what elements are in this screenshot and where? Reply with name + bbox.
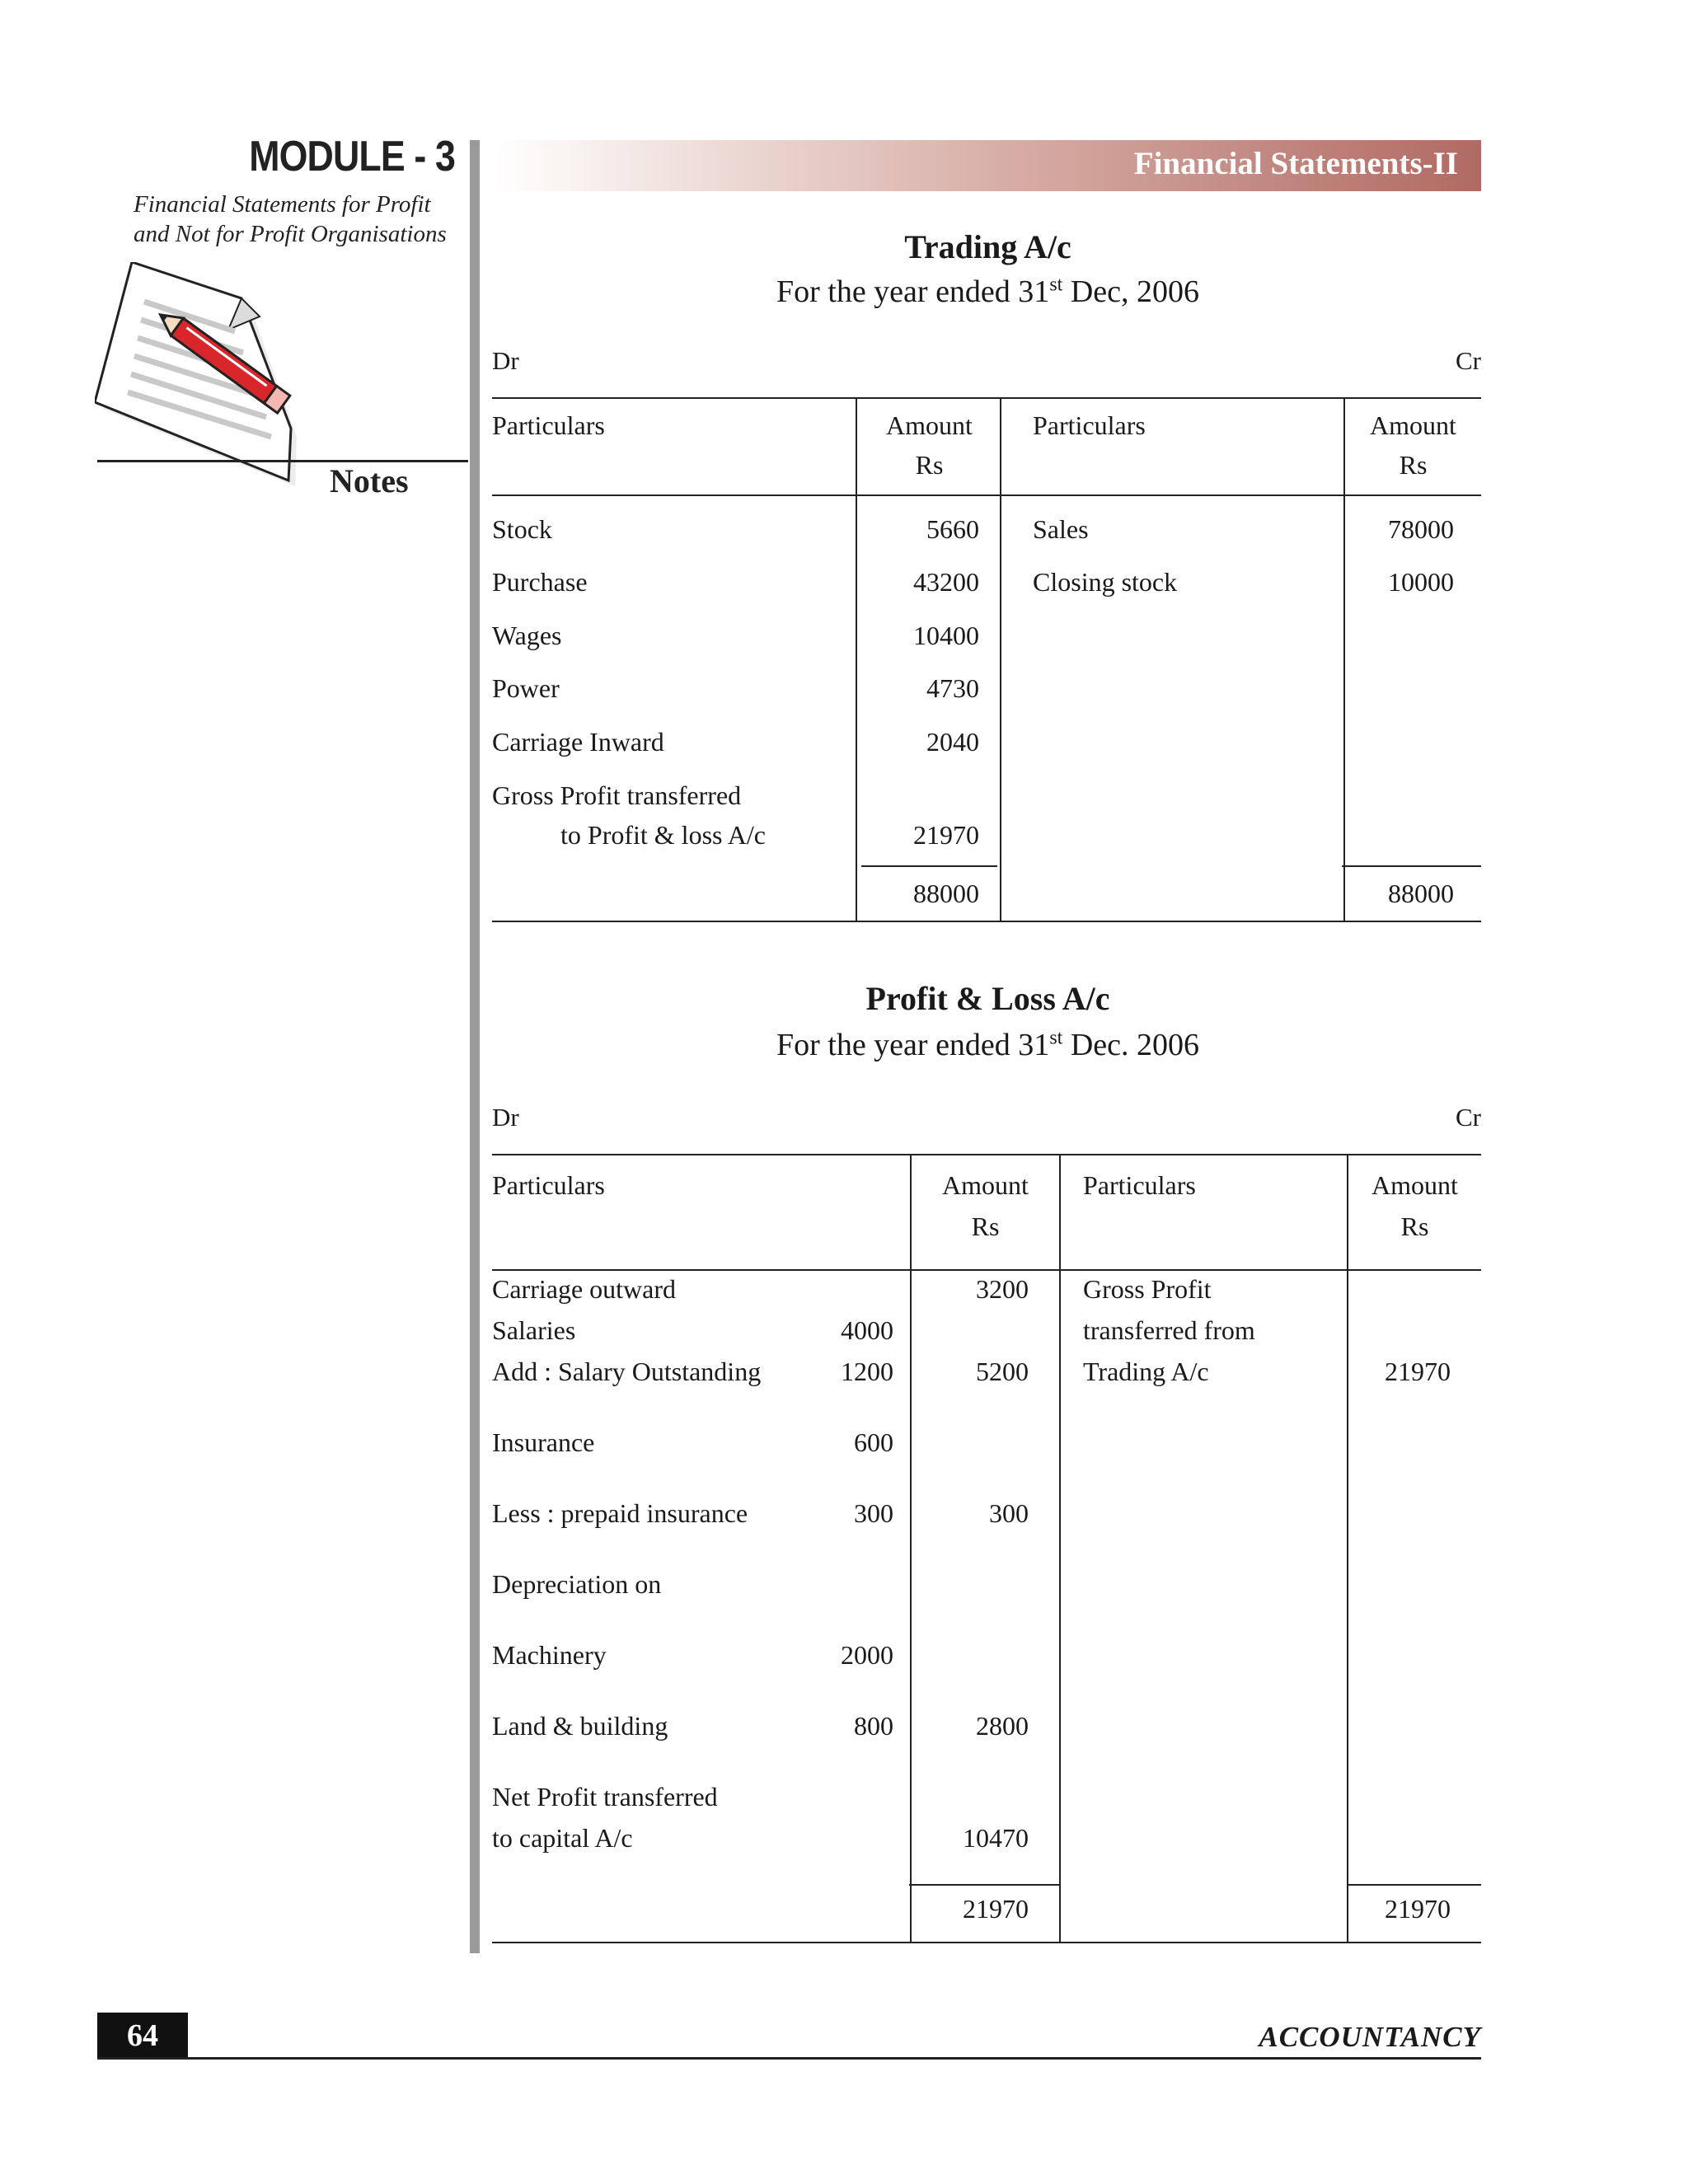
pnl-dr-label: Depreciation on xyxy=(492,1569,662,1599)
pnl-cr-label: Gross Profit xyxy=(1083,1274,1212,1304)
pnl-dr-label: to capital A/c xyxy=(492,1823,633,1853)
pnl-dr-inner: 600 xyxy=(854,1427,893,1457)
pnl-bottom-rule xyxy=(492,1942,1481,1943)
pnl-dr-amount: 3200 xyxy=(976,1274,1029,1304)
trading-dr-amount: 4730 xyxy=(926,673,979,703)
module-subtitle-line-2: and Not for Profit Organisations xyxy=(134,221,447,247)
page-number: 64 xyxy=(97,2013,188,2059)
trading-dr-label: Wages xyxy=(492,621,562,650)
pnl-debit-total: 21970 xyxy=(963,1894,1029,1924)
trading-cr-label: Sales xyxy=(1033,514,1089,544)
trading-dr-amount: 2040 xyxy=(926,727,979,757)
pnl-dr-inner: 1200 xyxy=(841,1357,893,1386)
trading-dr-amount: 5660 xyxy=(926,514,979,544)
pnl-col-divider-3 xyxy=(1347,1154,1348,1943)
pnl-cr-label: Cr xyxy=(1456,1103,1481,1132)
pnl-cr-label: Trading A/c xyxy=(1083,1357,1209,1386)
trading-cr-amount: 78000 xyxy=(1388,514,1454,544)
pnl-cr-label: transferred from xyxy=(1083,1315,1255,1345)
module-title: MODULE - 3 xyxy=(249,133,455,180)
pnl-header-rs-cr: Rs xyxy=(1400,1212,1429,1241)
trading-header-amount-dr: Amount xyxy=(886,410,973,440)
trading-credit-total: 88000 xyxy=(1388,879,1454,908)
pnl-dr-label: Add : Salary Outstanding xyxy=(492,1357,762,1386)
pnl-subtitle-post: Dec. 2006 xyxy=(1062,1028,1200,1062)
trading-header-particulars-dr: Particulars xyxy=(492,410,605,440)
pnl-header-rule xyxy=(492,1269,1481,1271)
pnl-dr-label: Machinery xyxy=(492,1640,607,1670)
trading-header-rs-cr: Rs xyxy=(1399,450,1428,480)
trading-title: Trading A/c xyxy=(904,228,1071,265)
trading-subtitle-pre: For the year ended 31 xyxy=(776,274,1050,309)
pnl-col-divider-2 xyxy=(1059,1154,1061,1943)
notes-label: Notes xyxy=(330,462,409,499)
trading-subtitle-sup: st xyxy=(1049,274,1063,296)
pnl-title: Profit & Loss A/c xyxy=(865,980,1110,1017)
pnl-dr-amount: 10470 xyxy=(963,1823,1029,1853)
trading-cr-amount: 10000 xyxy=(1388,567,1454,597)
pnl-cr-amount: 21970 xyxy=(1385,1357,1451,1386)
pnl-dr-label: Less : prepaid insurance xyxy=(492,1498,748,1528)
pnl-dr-label: Dr xyxy=(492,1103,519,1132)
trading-header-particulars-cr: Particulars xyxy=(1033,410,1146,440)
trading-dr-label: Dr xyxy=(492,346,519,375)
pnl-header-particulars-dr: Particulars xyxy=(492,1170,605,1200)
pnl-header-rs-dr: Rs xyxy=(971,1212,1000,1241)
trading-dr-label: Carriage Inward xyxy=(492,727,664,757)
pnl-dr-label: Land & building xyxy=(492,1711,668,1741)
pnl-dr-inner: 800 xyxy=(854,1711,893,1741)
pnl-header-amount-cr: Amount xyxy=(1372,1170,1458,1200)
trading-cr-label: Closing stock xyxy=(1033,567,1178,597)
trading-dr-amount: 21970 xyxy=(913,820,979,850)
pnl-credit-total-rule xyxy=(1347,1884,1481,1886)
trading-dr-label: Purchase xyxy=(492,567,588,597)
pnl-dr-amount: 5200 xyxy=(976,1357,1029,1386)
trading-dr-amount: 43200 xyxy=(913,567,979,597)
pnl-top-rule xyxy=(492,1154,1481,1155)
trading-dr-label: Stock xyxy=(492,514,552,544)
trading-dr-label: Gross Profit transferred xyxy=(492,780,742,810)
pnl-header-particulars-cr: Particulars xyxy=(1083,1170,1196,1200)
trading-subtitle-post: Dec, 2006 xyxy=(1062,274,1200,309)
trading-dr-label: Power xyxy=(492,673,560,703)
footer-brand: ACCOUNTANCY xyxy=(1259,2021,1481,2053)
footer-rule xyxy=(97,2057,1481,2060)
pnl-debit-total-rule xyxy=(909,1884,1060,1886)
trading-cr-label: Cr xyxy=(1456,346,1481,375)
trading-dr-label: to Profit & loss A/c xyxy=(560,820,766,850)
pnl-header-amount-dr: Amount xyxy=(942,1170,1029,1200)
trading-header-amount-cr: Amount xyxy=(1370,410,1456,440)
pnl-credit-total: 21970 xyxy=(1385,1894,1451,1924)
pnl-dr-label: Net Profit transferred xyxy=(492,1782,718,1811)
pnl-dr-inner: 300 xyxy=(854,1498,893,1528)
pnl-dr-label: Insurance xyxy=(492,1427,595,1457)
pnl-dr-inner: 2000 xyxy=(841,1640,893,1670)
pnl-subtitle-sup: st xyxy=(1049,1027,1063,1049)
header-title: Financial Statements-II xyxy=(1133,146,1458,181)
pnl-dr-inner: 4000 xyxy=(841,1315,893,1345)
pnl-dr-label: Carriage outward xyxy=(492,1274,677,1304)
module-subtitle-line-1: Financial Statements for Profit xyxy=(134,191,431,218)
pnl-dr-label: Salaries xyxy=(492,1315,576,1345)
pnl-dr-amount: 300 xyxy=(989,1498,1029,1528)
trading-header-rs-dr: Rs xyxy=(915,450,944,480)
pnl-dr-amount: 2800 xyxy=(976,1711,1029,1741)
pnl-subtitle-pre: For the year ended 31 xyxy=(776,1028,1050,1062)
trading-dr-amount: 10400 xyxy=(913,621,979,650)
trading-debit-total: 88000 xyxy=(913,879,979,908)
